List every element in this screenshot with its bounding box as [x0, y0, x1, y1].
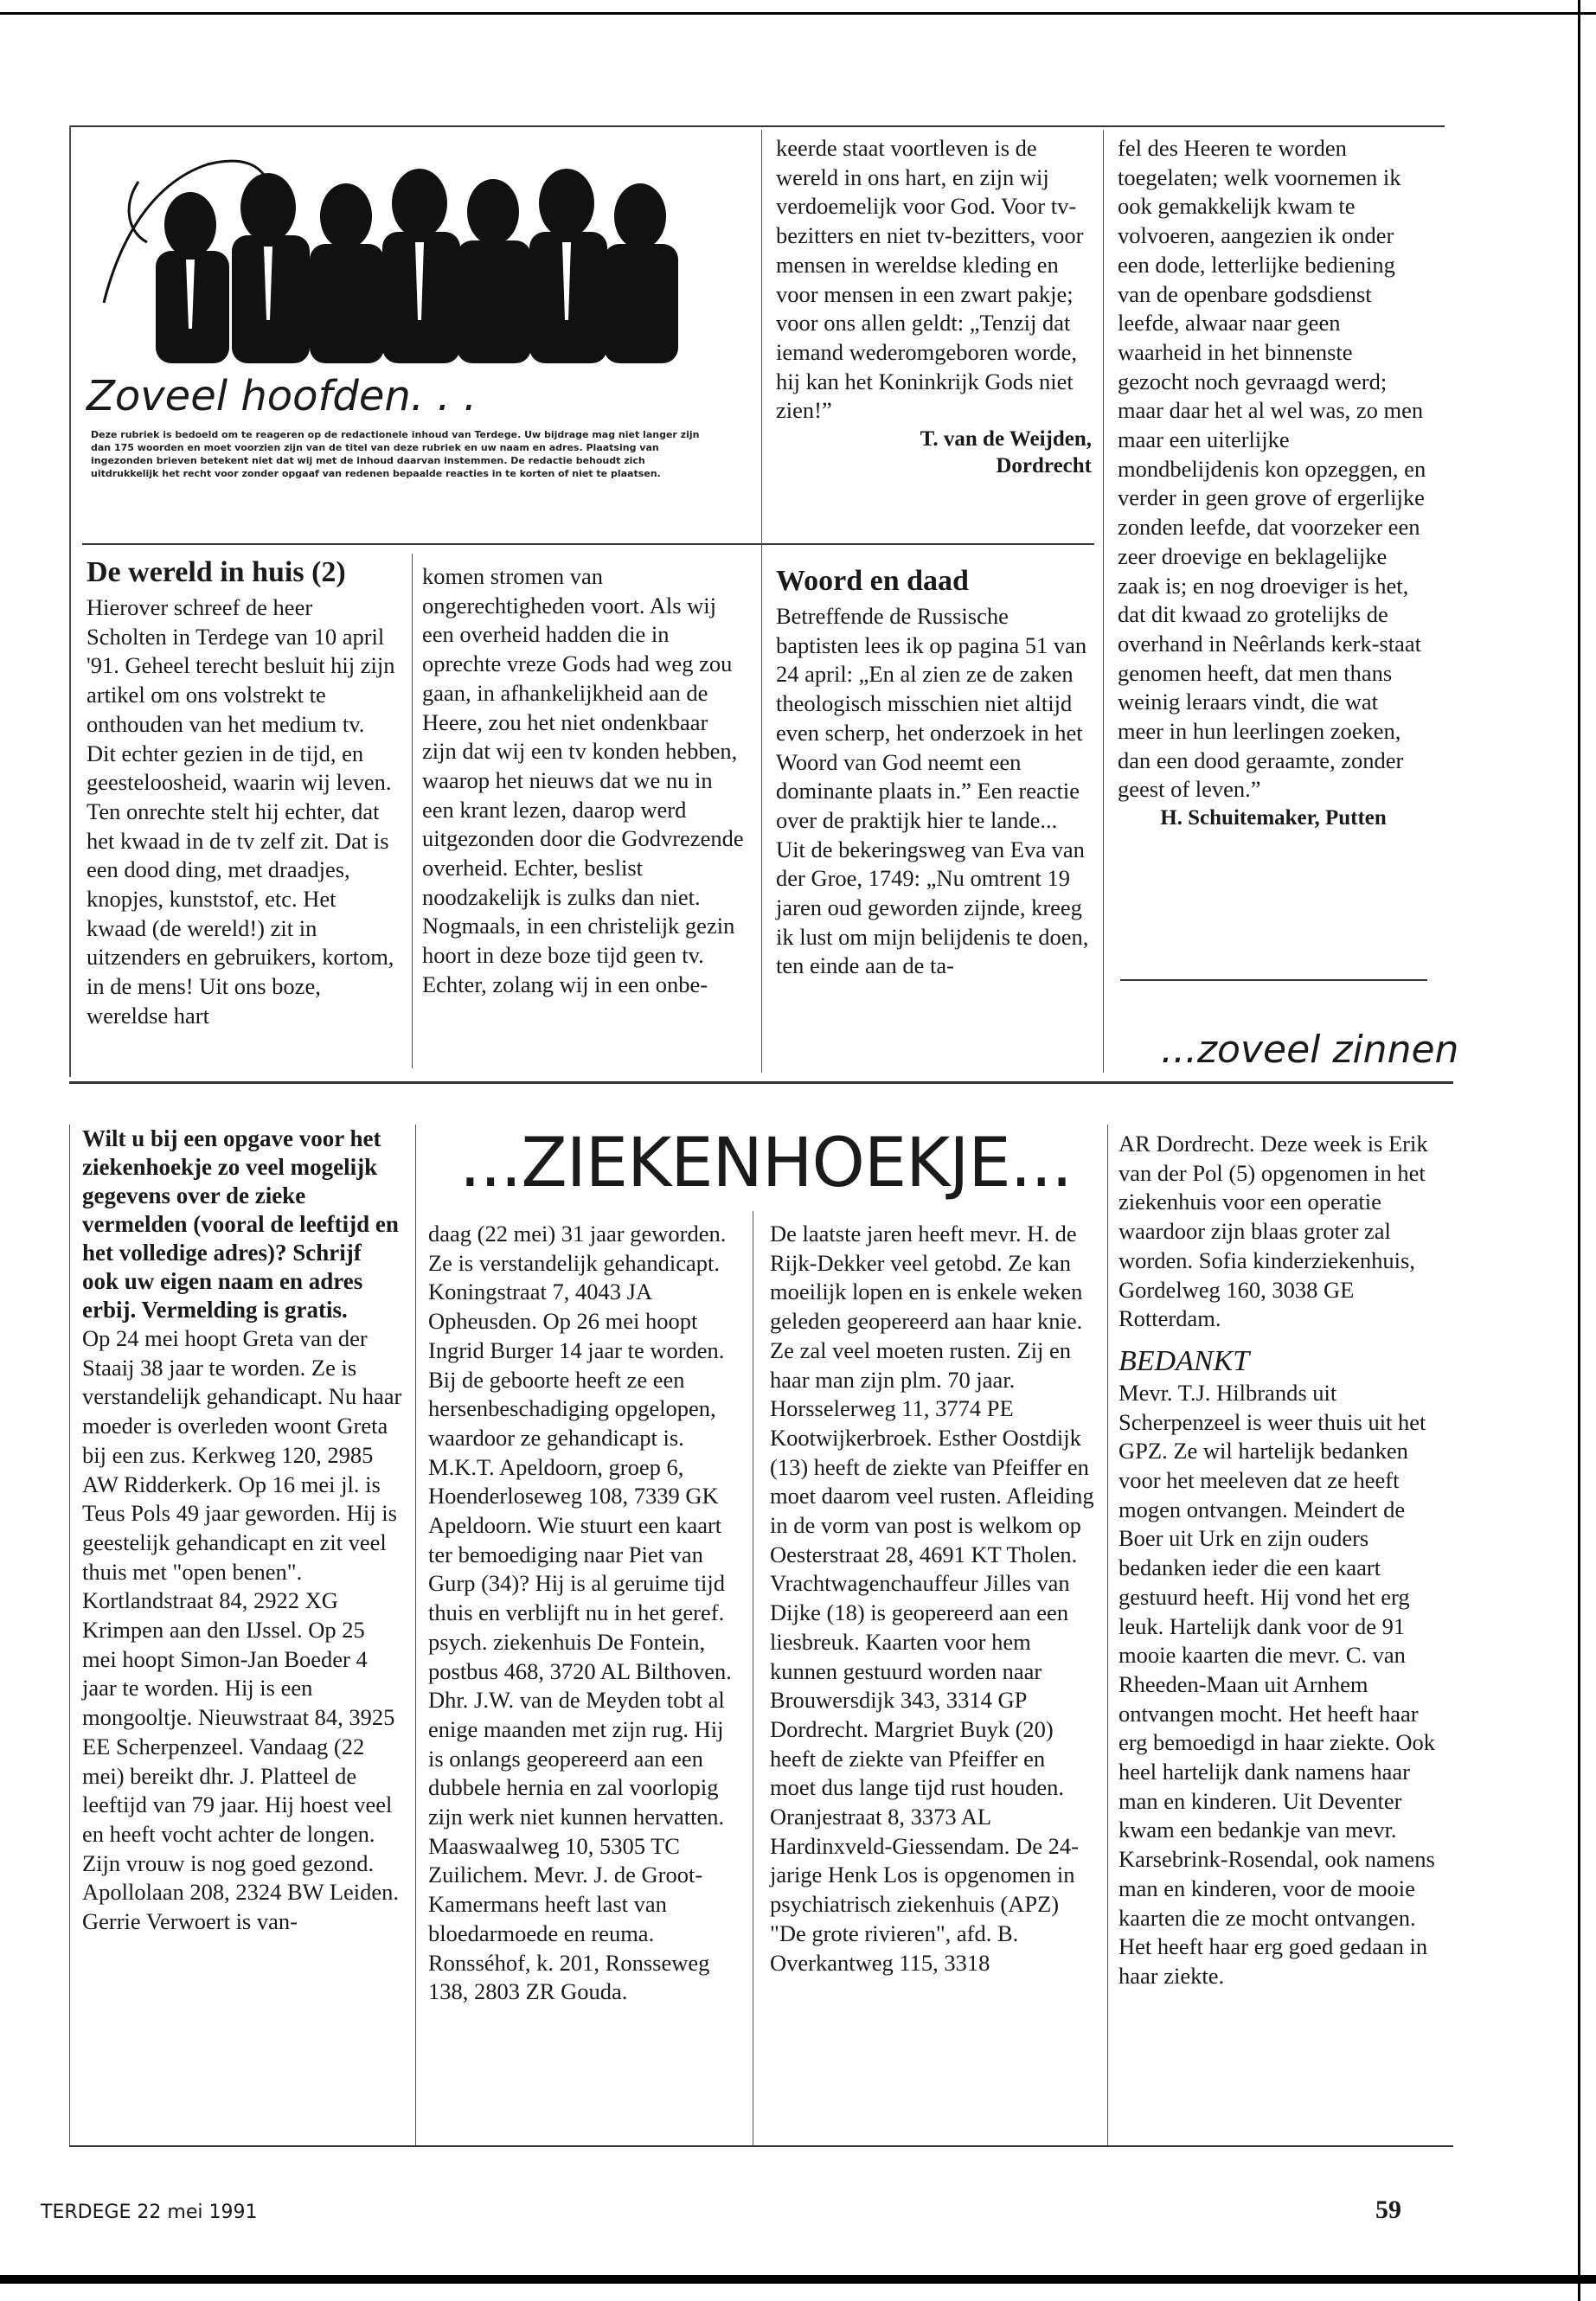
zh-col4-text: AR Dordrecht. Deze week is Erik van der Pol (5) opgenomen in het ziekenhuis voor een operatie waardoor zijn blaas groter zal worden. Sofia kinderziekenhuis, Gordelweg 160, 3038 GE Rotterdam. [1118, 1131, 1428, 1332]
zh-col3 [770, 1220, 1094, 1977]
zh-col3-text: De laatste jaren heeft mevr. H. de Rijk-Dekker veel getobd. Ze kan moeilijk lopen en is enkele weken geleden geopereerd aan haar knie. Ze zal veel moeten rusten. Zij en haar man zijn plm. 70 jaar. Horsselerweg 11, 3774 PE Kootwijkerbroek. Esther Oostdijk (13) heeft de ziekte van Pfeiffer en moet daarom veel rusten. Afleiding in de vorm van post is welkom op Oesterstraat 28, 4691 KT Tholen. Vrachtwagenchauffeur Jilles van Dijke (18) is geopereerd aan een liesbreuk. Kaarten voor hem kunnen gestuurd worden naar Brouwersdijk 343, 3314 GP Dordrecht. Margriet Buyk (20) heeft de ziekte van Pfeiffer en moet dus lange tijd rust houden. Oranjestraat 8, 3373 AL Hardinxveld-Giessendam. De 24-jarige Henk Los is opgenomen in psychiatrisch ziekenhuis (APZ) "De grote rivieren", afd. B. Overkantweg 115, 3318 [770, 1221, 1094, 1976]
zh-rule-1 [415, 1125, 416, 2145]
zh-col2-text: daag (22 mei) 31 jaar geworden. Ze is verstandelijk gehandicapt. Koningstraat 7, 4043 JA Opheusden. Op 26 mei hoopt Ingrid Burger 14 jaar te worden. Bij de geboorte heeft ze een hersenbeschadiging opgelopen, waardoor ze gehandicapt is. M.K.T. Apeldoorn, groep 6, Hoenderloseweg 108, 7339 GK Apeldoorn. Wie stuurt een kaart ter bemoediging naar Piet van Gurp (34)? Hij is al geruime tijd thuis en verblijft nu in het geref. psych. ziekenhuis De Fontein, postbus 468, 3720 AL Bilthoven. Dhr. J.W. van de Meyden tobt al enige maanden met zijn rug. Hij is onlangs geopereerd aan een dubbele hernia en zal voorlopig zijn werk niet kunnen hervatten. Maaswaalweg 10, 5305 TC Zuilichem. Mevr. J. de Groot-Kamermans heeft last van bloedarmoede en reuma. Ronsséhof, k. 201, Ronsseweg 138, 2803 ZR Gouda. [428, 1221, 732, 2005]
heads-illustration [87, 130, 727, 363]
zh-bedankt-text: Mevr. T.J. Hilbrands uit Scherpenzeel is weer thuis uit het GPZ. Ze wil hartelijk bedanken voor het meeleven dat ze heeft mogen ontvangen. Meindert de Boer uit Urk en zijn ouders bedanken ieder die een kaart gestuurd heeft. Hij vond het erg leuk. Hartelijk dank voor de 91 mooie kaarten die mevr. C. van Rheeden-Maan uit Arnhem ontvangen mocht. Het heeft haar erg bemoedigd in haar ziekte. Ook heel hartelijk dank namens haar man en kinderen. Uit Deventer kwam een bedankje van mevr. Karsebrink-Rosendal, ook namens man en kinderen, voor de mooie kaarten die ze mocht ontvangen. Het heeft haar erg goed gedaan in haar ziekte. [1118, 1379, 1435, 1989]
page-border-top [0, 12, 1596, 15]
letter2-col3 [776, 562, 1092, 981]
footer-page-number: 59 [1375, 2195, 1401, 2224]
top-frame-line [69, 125, 1445, 127]
zh-col1-text: Op 24 mei hoopt Greta van der Staaij 38 jaar te worden. Ze is verstandelijk gehandicapt. Nu haar moeder is overleden woont Greta bij een zus. Kerkweg 120, 2985 AW Ridderkerk. Op 16 mei jl. is Teus Pols 49 jaar geworden. Hij is geestelijk gehandicapt en zit veel thuis met "open benen". Kortlandstraat 84, 2922 XG Krimpen aan den IJssel. Op 25 mei hoopt Simon-Jan Boeder 4 jaar te worden. Hij is een mongooltje. Nieuwstraat 84, 3925 EE Scherpenzeel. Vandaag (22 mei) bereikt dhr. J. Platteel de leeftijd van 79 jaar. Hij hoest veel en heeft vocht achter de longen. Zijn vrouw is nog goed gezond. Apollolaan 208, 2324 BW Leiden. Gerrie Verwoert is van- [82, 1325, 402, 1935]
rubric-title: Zoveel hoofden. . . [87, 372, 478, 420]
letter2-signature: H. Schuitemaker, Putten [1160, 806, 1387, 830]
bedankt-heading: BEDANKT [1118, 1344, 1250, 1377]
letter2-text-1: Betreffende de Russische baptisten lees ik op pagina 51 van 24 april: „En al zien ze de zaken theologisch misschien niet altijd even scherp, het onderzoek in het Woord van God neemt een dominante plaats in.” Een reactie over de praktijk hier te lande... Uit de bekeringsweg van Eva van der Groe, 1749: „Nu omtrent 19 jaren oud geworden zijnde, kreeg ik lust om mijn belijdenis te doen, ten einde aan de ta- [776, 603, 1089, 979]
letter1-text-2: komen stromen van ongerechtigheden voort. Als wij een overheid hadden die in oprechte vreze Gods had weg zou gaan, in afhankelijkheid aan de Heere, zou het niet ondenkbaar zijn dat wij een tv konden hebben, waarop het nieuws dat we nu in een krant lezen, daarop werd uitgezonden door die Godvrezende overheid. Echter, beslist noodzakelijk is zulks dan niet. Nogmaals, in een christelijk gezin hoort in deze boze tijd geen tv. Echter, zolang wij in een onbe- [422, 563, 744, 997]
rubric-info: Deze rubriek is bedoeld om te reageren op de redactionele inhoud van Terdege. Uw bijdrage mag niet langer zijn dan 175 woorden en moet voorzien zijn van de titel van deze rubriek en uw naam en adres. Plaatsing van ingezonden brieven betekent niet dat wij met de inhoud daarvan instemmen. De redactie behoudt zich uitdrukkelijk het recht voor zonder opgaaf van redenen bepaalde reacties in te korten of niet te plaatsen. [91, 429, 700, 479]
zh-frame-left [69, 1125, 70, 2145]
page-border-right [1578, 0, 1580, 2301]
zh-bottom-rule [69, 2145, 1453, 2147]
letter1-col3 [776, 134, 1092, 479]
zh-intro: Wilt u bij een opgave voor het ziekenhoekje zo veel mogelijk gegevens over de zieke vermelden (vooral de leeftijd en het volledige adres)? Schrijf ook uw eigen naam en adres erbij. Vermelding is gratis. [82, 1125, 399, 1323]
col-rule-1 [412, 554, 413, 1068]
left-frame-line [69, 125, 71, 1077]
zh-col2 [428, 1220, 744, 2007]
section-divider [69, 1081, 1453, 1084]
letter1-signature-place: Dordrecht [996, 454, 1092, 478]
letter1-heading: De wereld in huis (2) [87, 556, 346, 588]
rubric-underline [82, 543, 774, 545]
closing-rule [1120, 979, 1427, 981]
zh-col4 [1118, 1130, 1439, 1991]
letter1-col2 [422, 562, 747, 1000]
letter1-text-3: keerde staat voortleven is de wereld in ons hart, en zijn wij verdoemelijk voor God. Voor tv-bezitters en niet tv-bezitters, voor mensen in wereldse kleding en voor mensen in een zwart pakje; voor ons allen geldt: „Tenzij dat iemand wederomgeboren worde, hij kan het Koninkrijk Gods niet zien!” [776, 135, 1084, 424]
letter1-text-1: Hierover schreef de heer Scholten in Terdege van 10 april '91. Geheel terecht besluit hij zijn artikel om ons volstrekt te onthouden van het medium tv. Dit echter gezien in de tijd, en geesteloosheid, waarin wij leven. Ten onrechte stelt hij echter, dat het kwaad in de tv zelf zit. Dat is een dood ding, met draadjes, knopjes, kunststof, etc. Het kwaad (de wereld!) zit in uitzenders en gebruikers, kortom, in de mens! Uit ons boze, wereldse hart [87, 594, 395, 1029]
zh-rule-3 [1107, 1125, 1108, 2145]
letter-divider [770, 543, 1094, 545]
letter1-col1 [87, 554, 398, 1031]
closing-title: ...zoveel zinnen [1161, 1028, 1459, 1072]
zh-col1 [82, 1125, 402, 1937]
letter1-signature-name: T. van de Weijden, [920, 427, 1092, 452]
col-rule-3 [1103, 130, 1104, 1073]
ziekenhoekje-title: ...ZIEKENHOEKJE... [458, 1125, 1073, 1202]
footer-magazine: TERDEGE 22 mei 1991 [41, 2202, 258, 2223]
page-border-bottom [0, 2275, 1596, 2284]
col-rule-2 [761, 130, 762, 1073]
letter2-col4 [1118, 134, 1429, 831]
letter2-heading: Woord en daad [776, 565, 969, 597]
letter2-text-2: fel des Heeren te worden toegelaten; welk voornemen ik ook gemakkelijk kwam te volvoeren, aangezien ik onder een dode, letterlijke bediening van de openbare godsdienst leefde, alwaar naar geen waarheid in het binnenste gezocht noch gevraagd werd; maar daar het al wel was, zo men maar een uiterlijke mondbelijdenis kon opzeggen, en verder in geen grove of ergerlijke zonden leefde, dat voorzeker een zeer droevige en beklagelijke zaak is; en nog droeviger is het, dat dit kwaad zo grotelijks de overhand in Neêrlands kerk-staat genomen heeft, dat men thans weinig leraars vindt, die wat meer in hun leerlingen zoeken, dan een dood geraamte, zonder geest of leven.” [1118, 135, 1426, 803]
